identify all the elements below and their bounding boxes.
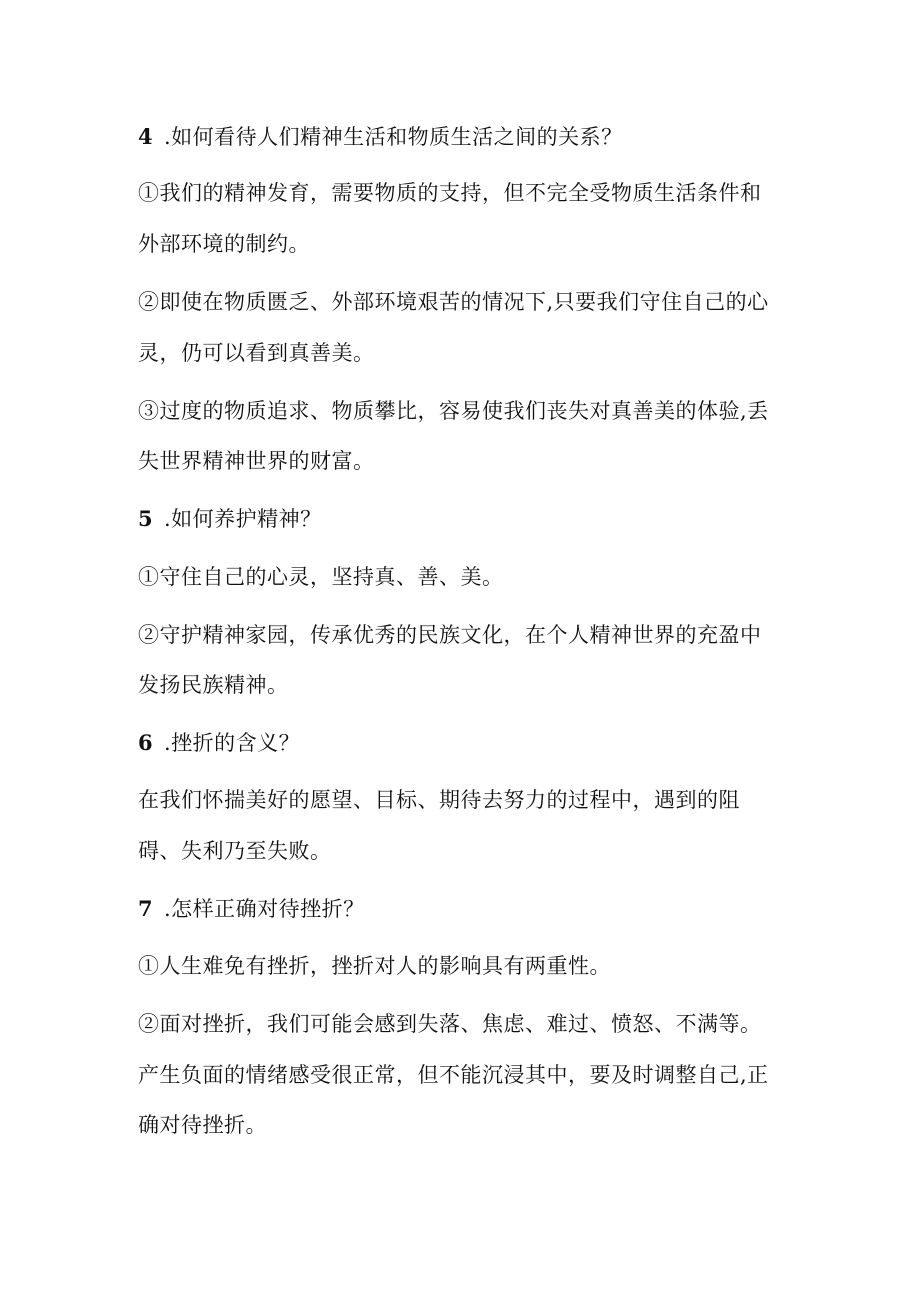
answer-line: ②守护精神家园，传承优秀的民族文化，在个人精神世界的充盈中 [138,623,762,647]
question-title: .如何看待人们精神生活和物质生活之间的关系？ [164,125,623,149]
answer-line: 确对待挫折。 [138,1113,267,1137]
answer-line: ①守住自己的心灵，坚持真、善、美。 [138,565,504,589]
question-4-heading [138,124,623,150]
question-number: 6 [138,730,154,755]
answer-line: 失世界精神世界的财富。 [138,449,375,473]
answer-line: 外部环境的制约。 [138,232,310,256]
question-6-heading [138,730,300,756]
answer-line: 灵，仍可以看到真善美。 [138,341,375,365]
question-number: 4 [138,124,154,149]
answer-line: 发扬民族精神。 [138,673,289,697]
answer-line: ③过度的物质追求、物质攀比，容易使我们丧失对真善美的体验,丢 [138,399,769,423]
answer-line: 在我们怀揣美好的愿望、目标、期待去努力的过程中，遇到的阻 [138,788,740,812]
question-5-heading [138,506,322,532]
question-7-heading [138,896,365,922]
answer-line: 产生负面的情绪感受很正常，但不能沉浸其中，要及时调整自己,正 [138,1063,769,1087]
question-title: .怎样正确对待挫折？ [164,897,365,921]
question-title: .如何养护精神？ [164,507,322,531]
question-number: 5 [138,506,154,531]
question-number: 7 [138,896,154,921]
answer-line: ②面对挫折，我们可能会感到失落、焦虑、难过、愤怒、不满等。 [138,1012,762,1036]
answer-line: 碍、失利乃至失败。 [138,839,332,863]
question-title: .挫折的含义？ [164,731,301,755]
answer-line: ①我们的精神发育，需要物质的支持，但不完全受物质生活条件和 [138,181,762,205]
answer-line: ②即使在物质匮乏、外部环境艰苦的情况下,只要我们守住自己的心 [138,290,769,314]
answer-line: ①人生难免有挫折，挫折对人的影响具有两重性。 [138,954,611,978]
